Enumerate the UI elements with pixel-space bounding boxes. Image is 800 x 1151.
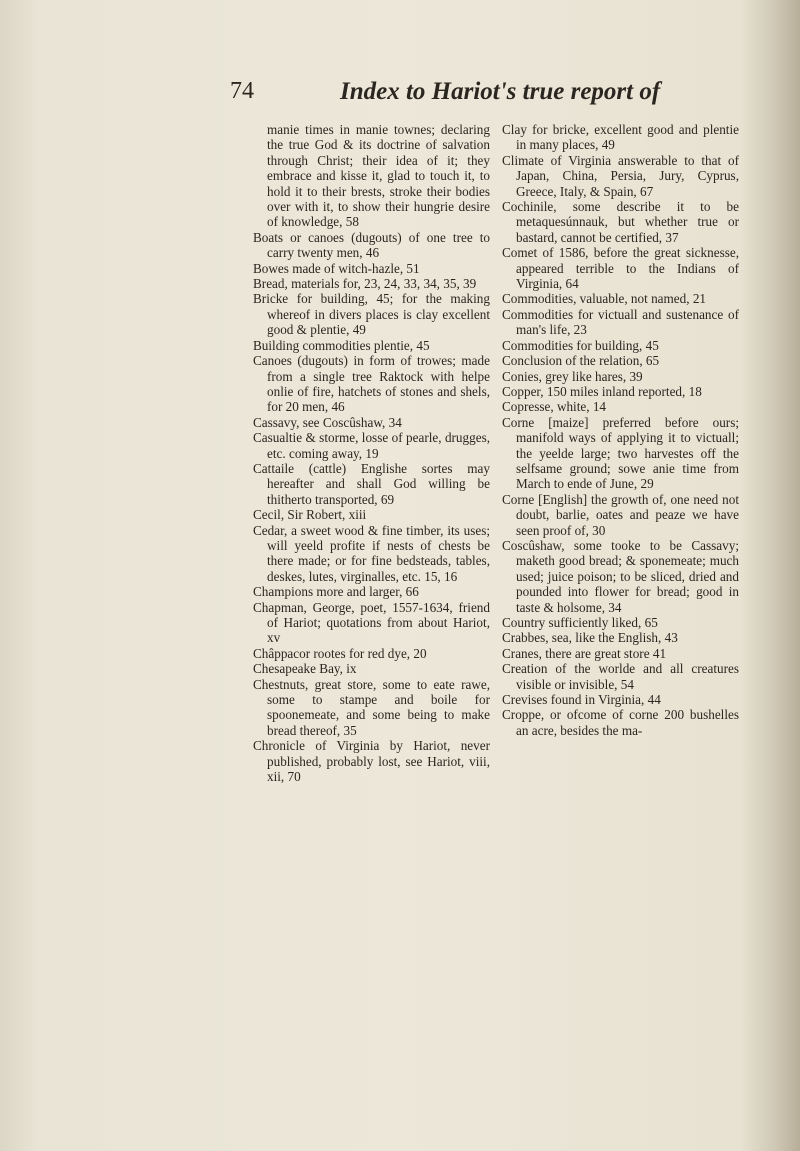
index-entry: Canoes (dugouts) in form of trowes; made from a single tree Raktock with helpe onlie of fire, hatchets of stones and shels, for 20 men, 46 [253, 353, 490, 415]
index-entry: Chronicle of Virginia by Hariot, never published, probably lost, see Hariot, viii, xii, 70 [253, 738, 490, 785]
index-column-right [502, 122, 739, 784]
index-entry: Coscûshaw, some tooke to be Cassavy; maketh good bread; & sponemeate; much used; juice poison; to be sliced, dried and pounded into flower for bread; good in taste & holsome, 34 [502, 537, 739, 615]
page-header [230, 78, 710, 112]
index-entry: Cranes, there are great store 41 [502, 645, 667, 661]
index-entry: Comet of 1586, before the great sicknesse, appeared terrible to the Indians of Virginia, 64 [502, 245, 739, 292]
index-entry: Chestnuts, great store, some to eate rawe, some to stampe and boile for spoonemeate, and some being to make bread thereof, 35 [253, 676, 490, 738]
index-entry: Châppacor rootes for red dye, 20 [253, 645, 427, 661]
index-entry: Corne [English] the growth of, one need not doubt, barlie, oates and peaze we have seen proof of, 30 [502, 491, 739, 538]
index-entry: Crevises found in Virginia, 44 [502, 692, 661, 708]
index-entry: Bricke for building, 45; for the making whereof in divers places is clay excellent good & plentie, 49 [253, 291, 490, 338]
index-entry: Bowes made of witch-hazle, 51 [253, 260, 420, 276]
index-entry: Cecil, Sir Robert, xiii [253, 507, 367, 523]
index-entry: Climate of Virginia answerable to that of Japan, China, Persia, Jury, Cyprus, Greece, Italy, & Spain, 67 [502, 152, 739, 199]
index-entry: Commodities, valuable, not named, 21 [502, 291, 707, 307]
index-entry: Champions more and larger, 66 [253, 584, 419, 600]
index-entry: Commodities for victuall and sustenance of man's life, 23 [502, 306, 739, 338]
index-entry: Bread, materials for, 23, 24, 33, 34, 35, 39 [253, 276, 477, 292]
index-entry: Creation of the worlde and all creatures visible or invisible, 54 [502, 661, 739, 692]
index-entry: Corne [maize] preferred before ours; manifold ways of applying it to victuall; the yeelde large; two harvestes off the selfsame ground; sowe anie time from March to ende of June, 29 [502, 414, 739, 492]
index-entry: Croppe, or ofcome of corne 200 bushelles an acre, besides the ma- [502, 707, 739, 738]
page-number: 74 [230, 78, 254, 104]
index-entry: Country sufficiently liked, 65 [502, 615, 658, 630]
index-entry: Copper, 150 miles inland reported, 18 [502, 383, 702, 399]
index-entry: Crabbes, sea, like the English, 43 [502, 630, 678, 646]
index-entry: Chesapeake Bay, ix [253, 661, 357, 677]
index-entry: manie times in manie townes; declaring the true God & its doctrine of salvation through Christ; their idea of it; they embrace and kisse it, glad to touch it, to hold it to their brests, stroke their bodies over with it, to show their hungrie desire of knowledge, 58 [267, 122, 490, 230]
index-entry: Building commodities plentie, 45 [253, 337, 430, 353]
index-entry: Casualtie & storme, losse of pearle, drugges, etc. coming away, 19 [253, 430, 490, 461]
index-entry: Cassavy, see Coscûshaw, 34 [253, 414, 402, 430]
index-entry: Cattaile (cattle) Englishe sortes may hereafter and shall God willing be thitherto transported, 69 [253, 460, 490, 507]
index-entry: Boats or canoes (dugouts) of one tree to carry twenty men, 46 [253, 229, 490, 261]
index-entry: Clay for bricke, excellent good and plentie in many places, 49 [502, 122, 739, 153]
index-entry: Cochinile, some describe it to be metaquesúnnauk, but whether true or bastard, cannot be certified, 37 [502, 199, 739, 245]
index-entry: Conies, grey like hares, 39 [502, 368, 643, 384]
running-title: Index to Hariot's true report of [340, 78, 661, 105]
index-column-left [253, 122, 490, 784]
index-entry: Cedar, a sweet wood & fine timber, its uses; will yeeld profite if nests of chests be there made; or for fine bedsteads, tables, deskes, lutes, virginalles, etc. 15, 16 [253, 522, 490, 584]
index-entry: Conclusion of the relation, 65 [502, 353, 660, 369]
index-entry: Chapman, George, poet, 1557-1634, friend of Hariot; quotations from about Hariot, xv [253, 599, 490, 646]
index-entry: Commodities for building, 45 [502, 337, 659, 353]
index-columns [253, 122, 740, 784]
index-entry: Copresse, white, 14 [502, 399, 607, 415]
